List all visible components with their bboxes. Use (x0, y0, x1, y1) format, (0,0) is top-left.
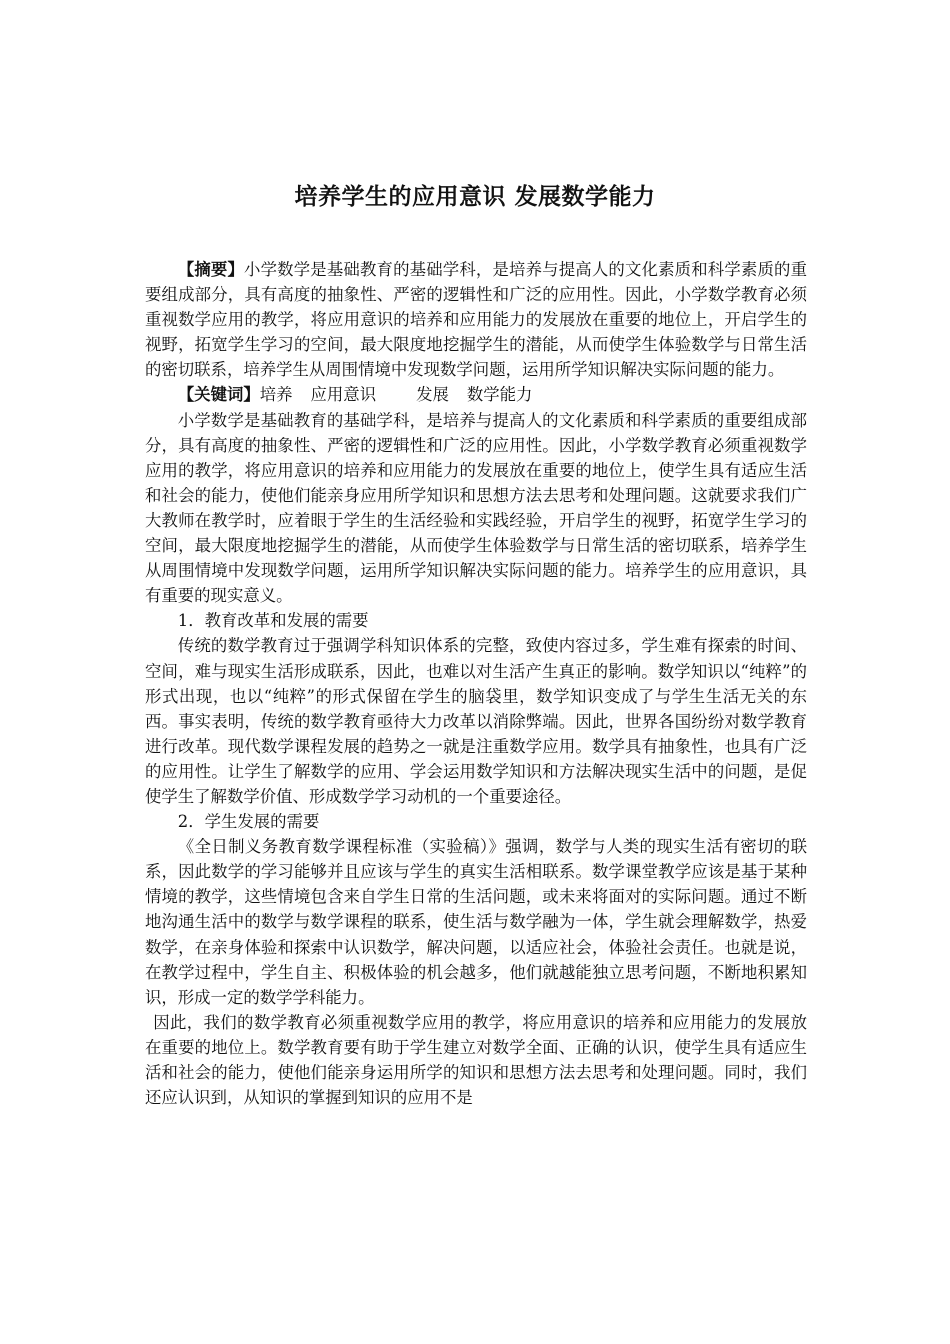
section-heading-2: 2．学生发展的需要 (177, 812, 320, 832)
conclusion-paragraph: 因此，我们的数学教育必须重视数学应用的教学，将应用意识的培养和应用能力的发展放在重要的地位上。数学教育要有助于学生建立对数学全面、正确的认识，使学生具有适应生活和社会的能力，使他们能亲身运用所学的知识和思想方法去思考和处理问题。同时，我们还应认识到，从知识的掌握到知识的应用不是 (145, 1012, 807, 1108)
keywords-paragraph (145, 382, 807, 407)
section-1-paragraph: 传统的数学教育过于强调学科知识体系的完整，致使内容过多，学生难有探索的时间、空间，难与现实生活形成联系，因此，也难以对生活产生真正的影响。数学知识以“纯粹”的形式出现，也以“纯粹”的形式保留在学生的脑袋里，数学知识变成了与学生生活无关的东西。事实表明，传统的数学教育亟待大力改革以消除弊端。因此，世界各国纷纷对数学教育进行改革。现代数学课程发展的趋势之一就是注重数学应用。数学具有抽象性，也具有广泛的应用性。让学生了解数学的应用、学会运用数学知识和方法解决现实生活中的问题，是促使学生了解数学价值、形成数学学习动机的一个重要途径。 (145, 636, 807, 806)
section-heading-1: 1．教育改革和发展的需要 (177, 611, 369, 631)
document-body (145, 257, 807, 1110)
abstract-text: 小学数学是基础教育的基础学科，是培养与提高人的文化素质和科学素质的重要组成部分，具有高度的抽象性、严密的逻辑性和广泛的应用性。因此，小学数学教育必须重视数学应用的教学，将应用意识的培养和应用能力的发展放在重要的地位上，开启学生的视野，拓宽学生学习的空间，最大限度地挖掘学生的潜能，从而使学生体验数学与日常生活的密切联系，培养学生从周围情境中发现数学问题，运用所学知识解决实际问题的能力。 (145, 260, 807, 380)
keyword-item: 数学能力 (466, 385, 533, 405)
section-2-paragraph: 《全日制义务教育数学课程标准（实验稿）》强调，数学与人类的现实生活有密切的联系，因此数学的学习能够并且应该与学生的真实生活相联系。数学课堂教学应该是基于某种情境的教学，这些情境包含来自学生日常的生活问题，或未来将面对的实际问题。通过不断地沟通生活中的数学与数学课程的联系，使生活与数学融为一体，学生就会理解数学，热爱数学，在亲身体验和探索中认识数学，解决问题，以适应社会，体验社会责任。也就是说，在教学过程中，学生自主、积极体验的机会越多，他们就越能独立思考问题，不断地积累知识，形成一定的数学学科能力。 (145, 837, 807, 1007)
abstract-label: 【摘要】 (177, 260, 245, 279)
intro-paragraph: 小学数学是基础教育的基础学科，是培养与提高人的文化素质和科学素质的重要组成部分，具有高度的抽象性、严密的逻辑性和广泛的应用性。因此，小学数学教育必须重视数学应用的教学，将应用意识的培养和应用能力的发展放在重要的地位上，使学生具有适应生活和社会的能力，使他们能亲身应用所学知识和思想方法去思考和处理问题。这就要求我们广大教师在教学时，应着眼于学生的生活经验和实践经验，开启学生的视野，拓宽学生学习的空间，最大限度地挖掘学生的潜能，从而使学生体验数学与日常生活的密切联系，培养学生从周围情境中发现数学问题，运用所学知识解决实际问题的能力。培养学生的应用意识，具有重要的现实意义。 (145, 410, 807, 606)
keyword-item: 培养 (259, 385, 293, 405)
keywords-label: 【关键词】 (177, 385, 260, 405)
keyword-item: 发展 (416, 385, 449, 405)
document-title: 培养学生的应用意识 发展数学能力 (294, 184, 656, 210)
keyword-item: 应用意识 (310, 385, 377, 405)
abstract-paragraph (145, 257, 807, 382)
